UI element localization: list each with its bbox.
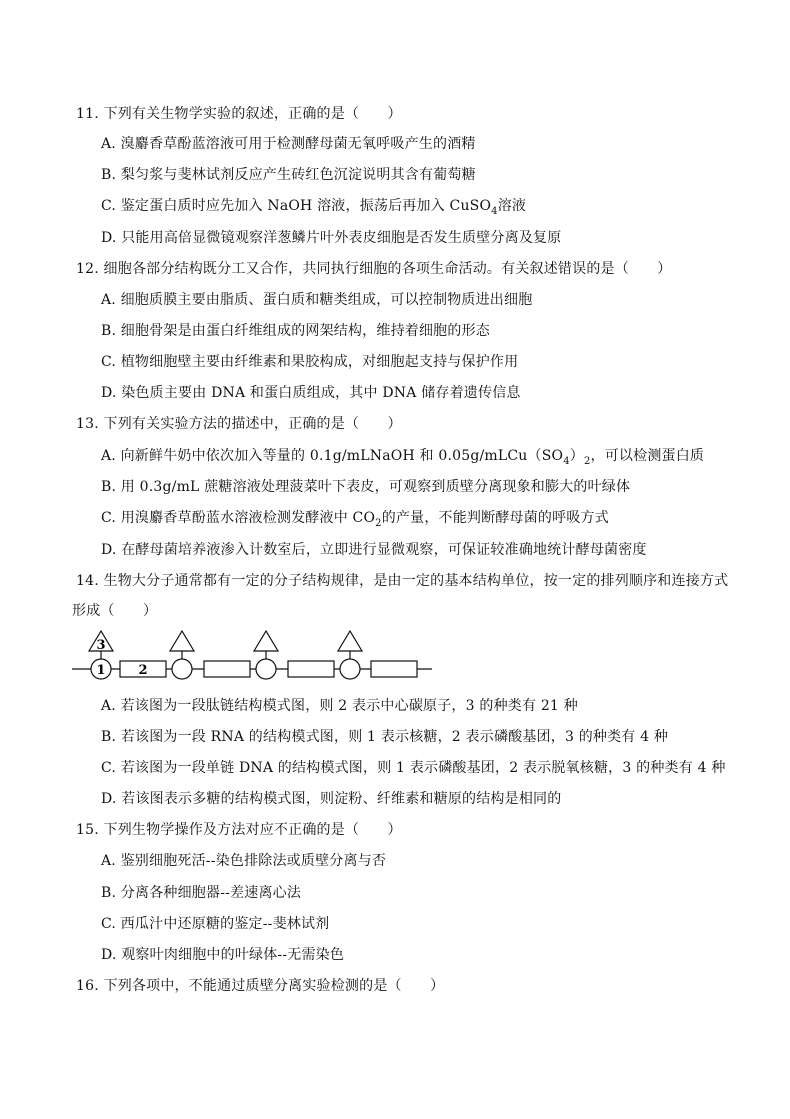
question-13-option-a <box>101 446 704 466</box>
question-14-option-a: A. 若该图为一段肽链结构模式图，则 2 表示中心碳原子，3 的种类有 21 种 <box>101 698 578 714</box>
question-12-stem: 12. 细胞各部分结构既分工又合作，共同执行细胞的各项生命活动。有关叙述错误的是（ ） <box>76 261 672 277</box>
question-13-stem: 13. 下列有关实验方法的描述中，正确的是（ ） <box>76 416 402 432</box>
subscript: 2 <box>583 455 591 467</box>
question-15-option-b: B. 分离各种细胞器--差速离心法 <box>101 885 302 901</box>
question-14-option-b: B. 若该图为一段 RNA 的结构模式图，则 1 表示核糖，2 表示磷酸基团，3 的种类有 4 种 <box>101 729 669 745</box>
rect-unit <box>288 661 334 677</box>
triangle-base <box>170 631 194 651</box>
question-12-option-a: A. 细胞质膜主要由脂质、蛋白质和糖类组成，可以控制物质进出细胞 <box>101 292 533 308</box>
question-13-option-b: B. 用 0.3g/mL 蔗糖溶液处理菠菜叶下表皮，可观察到质壁分离现象和膨大的叶绿体 <box>101 479 631 495</box>
rect-label: 2 <box>138 663 148 678</box>
question-14-option-d: D. 若该图表示多糖的结构模式图，则淀粉、纤维素和糖原的结构是相同的 <box>101 791 562 807</box>
subscript: 4 <box>563 455 570 467</box>
question-12-option-b: B. 细胞骨架是由蛋白纤维组成的网架结构，维持着细胞的形态 <box>101 323 490 339</box>
question-11-stem: 11. 下列有关生物学实验的叙述，正确的是（ ） <box>76 106 402 122</box>
question-14-option-c: C. 若该图为一段单链 DNA 的结构模式图，则 1 表示磷酸基团，2 表示脱氧核糖，3 的种类有 4 种 <box>101 760 726 776</box>
question-14-stem-line2: 形成（ ） <box>72 603 158 619</box>
subscript: 2 <box>375 517 382 529</box>
triangle-base <box>254 631 278 651</box>
option-text: C. 鉴定蛋白质时应先加入 NaOH 溶液，振荡后再加入 CuSO <box>101 198 492 214</box>
molecule-structure-diagram <box>72 629 436 689</box>
circle-unit <box>340 659 360 679</box>
question-15-option-d: D. 观察叶肉细胞中的叶绿体--无需染色 <box>101 947 345 963</box>
question-11-option-c <box>101 196 526 216</box>
question-11-option-a: A. 溴麝香草酚蓝溶液可用于检测酵母菌无氧呼吸产生的酒精 <box>101 136 476 152</box>
subscript: 4 <box>491 205 498 217</box>
question-13-option-c <box>101 508 609 528</box>
circle-label: 1 <box>96 663 106 678</box>
question-12-option-c: C. 植物细胞壁主要由纤维素和果胶构成，对细胞起支持与保护作用 <box>101 354 519 370</box>
question-14-stem-line1: 14. 生物大分子通常都有一定的分子结构规律，是由一定的基本结构单位，按一定的排列顺序和连接方式 <box>76 573 729 589</box>
option-text: ） <box>569 448 584 464</box>
circle-unit <box>256 659 276 679</box>
option-text: 溶液 <box>497 198 527 214</box>
question-11-option-b: B. 梨匀浆与斐林试剂反应产生砖红色沉淀说明其含有葡萄糖 <box>101 167 476 183</box>
option-text: ，可以检测蛋白质 <box>590 448 705 464</box>
question-15-stem: 15. 下列生物学操作及方法对应不正确的是（ ） <box>76 822 402 838</box>
question-16-stem: 16. 下列各项中，不能通过质壁分离实验检测的是（ ） <box>76 978 445 994</box>
rect-unit <box>204 661 250 677</box>
option-text: C. 用溴麝香草酚蓝水溶液检测发酵液中 CO <box>101 510 376 526</box>
rect-unit <box>371 661 417 677</box>
question-15-option-c: C. 西瓜汁中还原糖的鉴定--斐林试剂 <box>101 916 330 932</box>
question-15-option-a: A. 鉴别细胞死活--染色排除法或质壁分离与否 <box>101 853 387 869</box>
option-text: 的产量，不能判断酵母菌的呼吸方式 <box>381 510 609 526</box>
option-text: A. 向新鲜牛奶中依次加入等量的 0.1g/mLNaOH 和 0.05g/mLCu（SO <box>101 448 564 464</box>
circle-unit <box>172 659 192 679</box>
question-11-option-d: D. 只能用高倍显微镜观察洋葱鳞片叶外表皮细胞是否发生质壁分离及复原 <box>101 230 562 246</box>
question-13-option-d: D. 在酵母菌培养液渗入计数室后，立即进行显微观察，可保证较准确地统计酵母菌密度 <box>101 542 647 558</box>
triangle-label: 3 <box>96 638 106 653</box>
question-12-option-d: D. 染色质主要由 DNA 和蛋白质组成，其中 DNA 储存着遗传信息 <box>101 385 521 401</box>
triangle-base <box>338 631 362 651</box>
